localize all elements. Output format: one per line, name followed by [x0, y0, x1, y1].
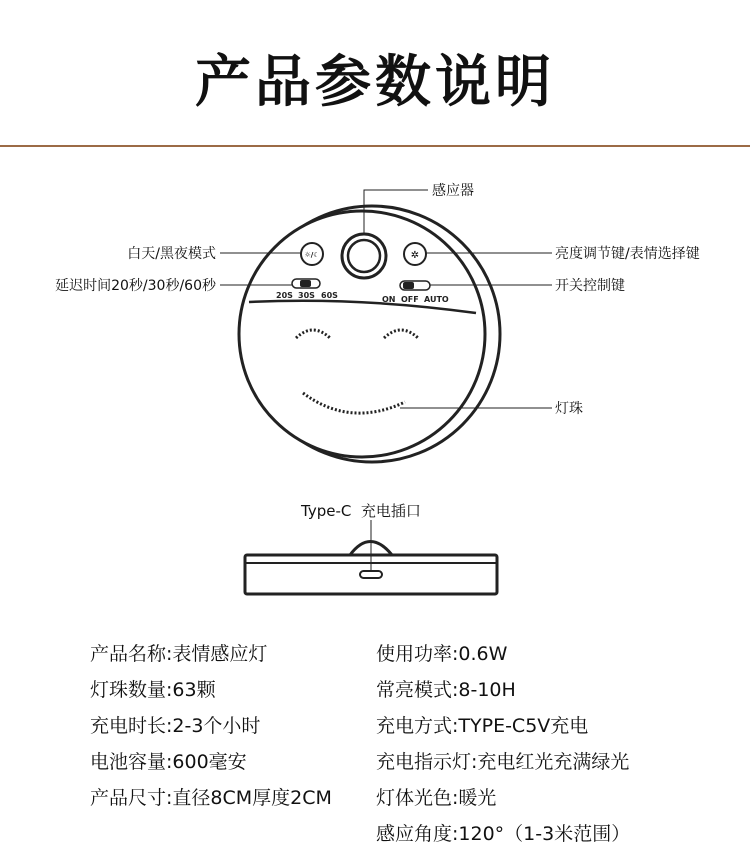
- switch-option-auto: AUTO: [424, 295, 449, 304]
- spec-charge-time: 充电时长:2-3个小时: [90, 715, 261, 737]
- type-c-port-icon: [360, 571, 382, 578]
- spec-size: 产品尺寸:直径8CM厚度2CM: [90, 787, 332, 809]
- brightness-label: 亮度调节键/表情选择键: [555, 246, 700, 262]
- delay-label: 延迟时间20秒/30秒/60秒: [55, 278, 216, 294]
- spec-light-color: 灯体光色:暖光: [376, 787, 497, 809]
- page-title: 产品参数说明: [195, 50, 555, 115]
- spec-charge-indicator: 充电指示灯:充电红光充满绿光: [376, 751, 630, 773]
- spec-battery: 电池容量:600毫安: [90, 751, 247, 773]
- spec-led-count: 灯珠数量:63颗: [90, 679, 216, 701]
- specs-left-column: [90, 640, 332, 820]
- sensor-label: 感应器: [432, 183, 474, 199]
- spec-power: 使用功率:0.6W: [376, 643, 508, 665]
- day-night-icon: ☼/☾: [304, 251, 320, 259]
- spec-always-on: 常亮模式:8-10H: [376, 679, 516, 701]
- switch-label: 开关控制键: [555, 278, 625, 294]
- brightness-icon: ✲: [410, 250, 420, 261]
- delay-option-30s: 30S: [298, 291, 315, 300]
- sensor-lens: [348, 240, 380, 272]
- spec-sensor-angle: 感应角度:120°（1-3米范围）: [376, 823, 631, 845]
- switch-option-off: OFF: [401, 295, 419, 304]
- delay-slider-knob[interactable]: [300, 280, 311, 287]
- spec-product-name: 产品名称:表情感应灯: [90, 643, 268, 665]
- led-beads-label: 灯珠: [555, 401, 583, 417]
- delay-option-60s: 60S: [321, 291, 338, 300]
- charge-port-label: Type-C 充电插口: [301, 502, 421, 520]
- delay-option-20s: 20S: [276, 291, 293, 300]
- spec-charge-method: 充电方式:TYPE-C5V充电: [376, 715, 589, 737]
- power-switch-knob[interactable]: [403, 282, 414, 289]
- day-night-label: 白天/黑夜模式: [127, 246, 216, 262]
- specs-right-column: [376, 640, 630, 856]
- switch-option-on: ON: [382, 295, 396, 304]
